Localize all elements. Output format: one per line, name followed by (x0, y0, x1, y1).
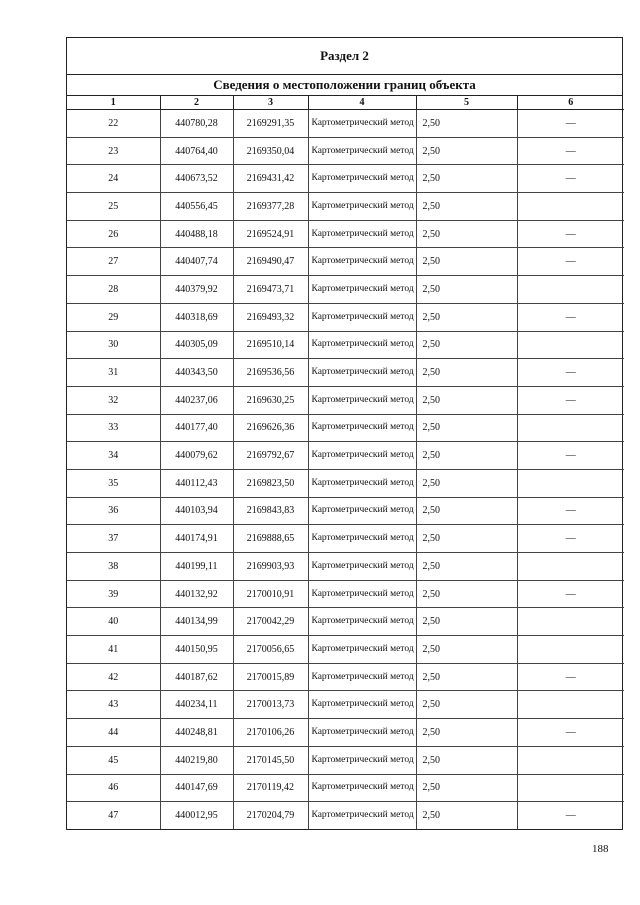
point-number-cell: 35 (67, 469, 160, 497)
table-row (67, 663, 624, 691)
point-number-cell: 45 (67, 746, 160, 774)
note-cell: — (517, 110, 624, 138)
note-cell (517, 414, 624, 442)
point-number-cell: 34 (67, 442, 160, 470)
y-coordinate-cell: 2170106,26 (233, 719, 308, 747)
accuracy-cell: 2,50 (416, 386, 517, 414)
y-coordinate-cell: 2169510,14 (233, 331, 308, 359)
point-number-cell: 37 (67, 525, 160, 553)
accuracy-cell: 2,50 (416, 220, 517, 248)
point-number-cell: 42 (67, 663, 160, 691)
note-cell: — (517, 719, 624, 747)
point-number-cell: 27 (67, 248, 160, 276)
table-row (67, 580, 624, 608)
accuracy-cell: 2,50 (416, 663, 517, 691)
method-cell: Картометрический метод (308, 442, 416, 470)
accuracy-cell: 2,50 (416, 691, 517, 719)
x-coordinate-cell: 440187,62 (160, 663, 233, 691)
table-row (67, 497, 624, 525)
column-header: 6 (517, 96, 624, 110)
method-cell: Картометрический метод (308, 110, 416, 138)
note-cell: — (517, 303, 624, 331)
document-sheet (66, 37, 623, 830)
point-number-cell: 32 (67, 386, 160, 414)
x-coordinate-cell: 440174,91 (160, 525, 233, 553)
y-coordinate-cell: 2169377,28 (233, 193, 308, 221)
subsection-title: Сведения о местоположении границ объекта (67, 75, 622, 96)
method-cell: Картометрический метод (308, 303, 416, 331)
y-coordinate-cell: 2169431,42 (233, 165, 308, 193)
table-row (67, 248, 624, 276)
x-coordinate-cell: 440177,40 (160, 414, 233, 442)
y-coordinate-cell: 2169626,36 (233, 414, 308, 442)
table-row (67, 137, 624, 165)
y-coordinate-cell: 2169630,25 (233, 386, 308, 414)
accuracy-cell: 2,50 (416, 580, 517, 608)
y-coordinate-cell: 2170015,89 (233, 663, 308, 691)
y-coordinate-cell: 2169792,67 (233, 442, 308, 470)
y-coordinate-cell: 2169903,93 (233, 553, 308, 581)
table-row (67, 414, 624, 442)
accuracy-cell: 2,50 (416, 636, 517, 664)
point-number-cell: 29 (67, 303, 160, 331)
column-header: 2 (160, 96, 233, 110)
x-coordinate-cell: 440219,80 (160, 746, 233, 774)
note-cell: — (565, 810, 576, 822)
table-row (67, 110, 624, 138)
header-row (67, 96, 624, 110)
table-row (67, 442, 624, 470)
accuracy-cell: 2,50 (416, 331, 517, 359)
note-cell (517, 746, 624, 774)
table-body (67, 110, 624, 829)
note-cell: — (517, 220, 624, 248)
accuracy-cell: 2,50 (416, 719, 517, 747)
table-row (67, 193, 624, 221)
y-coordinate-cell: 2169291,35 (233, 110, 308, 138)
method-cell: Картометрический метод (308, 608, 416, 636)
accuracy-cell: 2,50 (416, 248, 517, 276)
method-cell: Картометрический метод (308, 636, 416, 664)
table-row (67, 746, 624, 774)
x-coordinate-cell: 440488,18 (160, 220, 233, 248)
accuracy-cell: 2,50 (416, 110, 517, 138)
method-cell: Картометрический метод (308, 386, 416, 414)
x-coordinate-cell: 440134,99 (160, 608, 233, 636)
point-number-cell: 40 (67, 608, 160, 636)
column-header: 4 (308, 96, 416, 110)
method-cell: Картометрический метод (308, 580, 416, 608)
x-coordinate-cell: 440150,95 (160, 636, 233, 664)
x-coordinate-cell: 440407,74 (160, 248, 233, 276)
y-coordinate-cell: 2170145,50 (233, 746, 308, 774)
note-cell (517, 691, 624, 719)
note-cell (517, 608, 624, 636)
method-cell: Картометрический метод (308, 719, 416, 747)
method-cell: Картометрический метод (308, 746, 416, 774)
note-cell (517, 636, 624, 664)
table-row (67, 691, 624, 719)
x-coordinate-cell: 440012,95 (160, 802, 233, 829)
method-cell: Картометрический метод (308, 525, 416, 553)
y-coordinate-cell: 2170056,65 (233, 636, 308, 664)
section-title: Раздел 2 (67, 38, 622, 75)
note-cell: — (517, 386, 624, 414)
point-number-cell: 22 (67, 110, 160, 138)
method-cell: Картометрический метод (308, 248, 416, 276)
note-cell: — (517, 497, 624, 525)
table-row (67, 608, 624, 636)
x-coordinate-cell: 440556,45 (160, 193, 233, 221)
y-coordinate-cell: 2169490,47 (233, 248, 308, 276)
y-coordinate-cell: 2169536,56 (233, 359, 308, 387)
point-number-cell: 44 (67, 719, 160, 747)
y-coordinate-cell: 2170013,73 (233, 691, 308, 719)
page-number: 188 (592, 843, 609, 855)
point-number-cell: 26 (67, 220, 160, 248)
y-coordinate-cell: 2170010,91 (233, 580, 308, 608)
x-coordinate-cell: 440673,52 (160, 165, 233, 193)
x-coordinate-cell: 440199,11 (160, 553, 233, 581)
point-number-cell: 24 (67, 165, 160, 193)
method-cell: Картометрический метод (308, 691, 416, 719)
x-coordinate-cell: 440234,11 (160, 691, 233, 719)
point-number-cell: 43 (67, 691, 160, 719)
x-coordinate-cell: 440147,69 (160, 774, 233, 802)
method-cell: Картометрический метод (308, 331, 416, 359)
table-row (67, 469, 624, 497)
y-coordinate-cell: 2170042,29 (233, 608, 308, 636)
accuracy-cell: 2,50 (416, 137, 517, 165)
y-coordinate-cell: 2169493,32 (233, 303, 308, 331)
y-coordinate-cell: 2169823,50 (233, 469, 308, 497)
table-row (67, 220, 624, 248)
accuracy-cell: 2,50 (416, 608, 517, 636)
note-cell: — (517, 525, 624, 553)
point-number-cell: 28 (67, 276, 160, 304)
point-number-cell: 31 (67, 359, 160, 387)
note-cell: — (517, 580, 624, 608)
method-cell: Картометрический метод (308, 497, 416, 525)
y-coordinate-cell: 2169888,65 (233, 525, 308, 553)
table-row (67, 802, 624, 829)
note-cell (517, 193, 624, 221)
point-number-cell: 47 (67, 802, 160, 829)
accuracy-cell: 2,50 (416, 746, 517, 774)
method-cell: Картометрический метод (308, 802, 416, 829)
accuracy-cell: 2,50 (416, 802, 517, 829)
x-coordinate-cell: 440379,92 (160, 276, 233, 304)
x-coordinate-cell: 440780,28 (160, 110, 233, 138)
note-cell (517, 331, 624, 359)
x-coordinate-cell: 440237,06 (160, 386, 233, 414)
table-row (67, 719, 624, 747)
note-cell (517, 553, 624, 581)
note-cell: — (517, 165, 624, 193)
method-cell: Картометрический метод (308, 220, 416, 248)
column-header: 3 (233, 96, 308, 110)
note-cell: — (517, 442, 624, 470)
note-cell (517, 469, 624, 497)
method-cell: Картометрический метод (308, 193, 416, 221)
table-row (67, 359, 624, 387)
accuracy-cell: 2,50 (416, 303, 517, 331)
x-coordinate-cell: 440343,50 (160, 359, 233, 387)
accuracy-cell: 2,50 (416, 165, 517, 193)
y-coordinate-cell: 2169350,04 (233, 137, 308, 165)
note-cell: — (517, 663, 624, 691)
note-cell: — (517, 359, 624, 387)
table-row (67, 636, 624, 664)
table-row (67, 774, 624, 802)
accuracy-cell: 2,50 (416, 469, 517, 497)
y-coordinate-cell: 2169473,71 (233, 276, 308, 304)
method-cell: Картометрический метод (308, 469, 416, 497)
point-number-cell: 46 (67, 774, 160, 802)
x-coordinate-cell: 440103,94 (160, 497, 233, 525)
column-header: 5 (416, 96, 517, 110)
y-coordinate-cell: 2170119,42 (233, 774, 308, 802)
table-row (67, 553, 624, 581)
point-number-cell: 30 (67, 331, 160, 359)
method-cell: Картометрический метод (308, 276, 416, 304)
method-cell: Картометрический метод (308, 165, 416, 193)
column-header: 1 (67, 96, 160, 110)
point-number-cell: 33 (67, 414, 160, 442)
accuracy-cell: 2,50 (416, 276, 517, 304)
y-coordinate-cell: 2169843,83 (233, 497, 308, 525)
note-cell (517, 774, 624, 802)
note-cell: — (517, 248, 624, 276)
point-number-cell: 41 (67, 636, 160, 664)
x-coordinate-cell: 440079,62 (160, 442, 233, 470)
x-coordinate-cell: 440305,09 (160, 331, 233, 359)
method-cell: Картометрический метод (308, 414, 416, 442)
table-row (67, 331, 624, 359)
point-number-cell: 39 (67, 580, 160, 608)
accuracy-cell: 2,50 (416, 497, 517, 525)
method-cell: Картометрический метод (308, 774, 416, 802)
coordinates-table (67, 96, 624, 829)
table-row (67, 165, 624, 193)
table-row (67, 303, 624, 331)
x-coordinate-cell: 440764,40 (160, 137, 233, 165)
accuracy-cell: 2,50 (416, 442, 517, 470)
point-number-cell: 36 (67, 497, 160, 525)
table-frame (66, 37, 623, 830)
method-cell: Картометрический метод (308, 663, 416, 691)
accuracy-cell: 2,50 (416, 414, 517, 442)
point-number-cell: 25 (67, 193, 160, 221)
table-row (67, 525, 624, 553)
point-number-cell: 23 (67, 137, 160, 165)
y-coordinate-cell: 2169524,91 (233, 220, 308, 248)
table-row (67, 276, 624, 304)
x-coordinate-cell: 440112,43 (160, 469, 233, 497)
method-cell: Картометрический метод (308, 359, 416, 387)
x-coordinate-cell: 440248,81 (160, 719, 233, 747)
accuracy-cell: 2,50 (416, 525, 517, 553)
note-cell: — (517, 137, 624, 165)
x-coordinate-cell: 440132,92 (160, 580, 233, 608)
y-coordinate-cell: 2170204,79 (233, 802, 308, 829)
table-row (67, 386, 624, 414)
accuracy-cell: 2,50 (416, 359, 517, 387)
method-cell: Картометрический метод (308, 553, 416, 581)
x-coordinate-cell: 440318,69 (160, 303, 233, 331)
accuracy-cell: 2,50 (416, 553, 517, 581)
method-cell: Картометрический метод (308, 137, 416, 165)
accuracy-cell: 2,50 (416, 774, 517, 802)
accuracy-cell: 2,50 (416, 193, 517, 221)
point-number-cell: 38 (67, 553, 160, 581)
note-cell (517, 276, 624, 304)
